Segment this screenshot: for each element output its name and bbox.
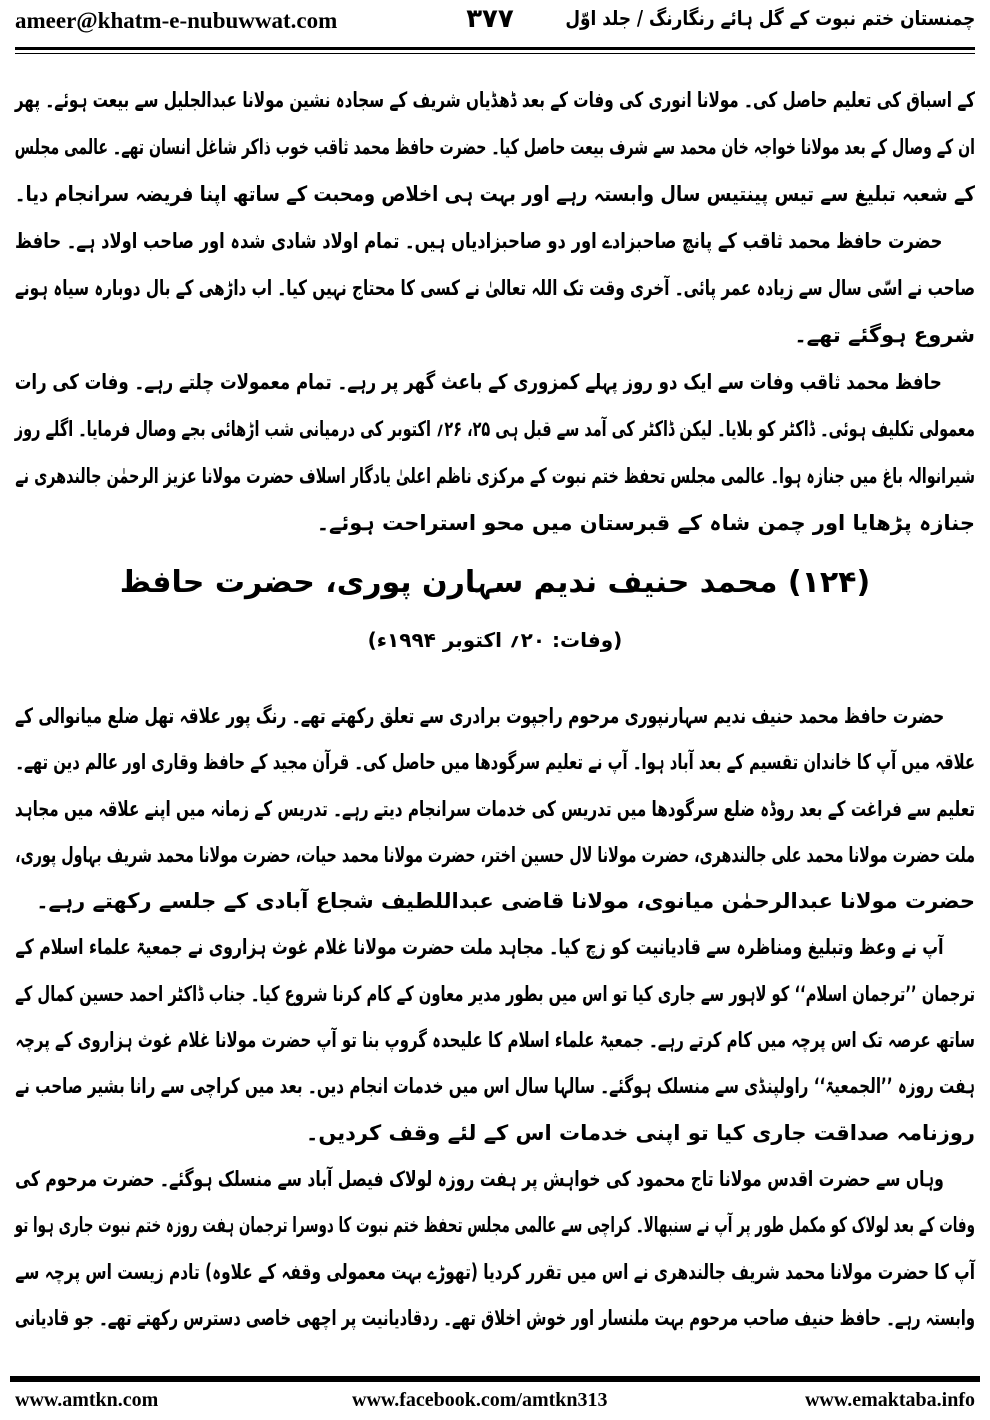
header-email: ameer@khatm-e-nubuwwat.com (15, 8, 338, 33)
article-body (15, 693, 975, 1341)
previous-entry-text (15, 77, 975, 547)
page-number: ۳۷۷ (466, 4, 514, 34)
text-line: ملت حضرت مولانا محمد علی جالندھری، حضرت مولانا لال حسین اختر، حضرت مولانا محمد حیات، حضرت مولانا محمد شریف بہاول پوری، (15, 842, 976, 867)
text-line: معمولی تکلیف ہوئی۔ ڈاکٹر کو بلایا۔ لیکن ڈاکٹر کی آمد سے قبل ہی ۲۵، ۲۶؍ اکتوبر کی درمیانی شب اڑھائی بجے وصال فرمایا۔ اگلے روز (14, 417, 975, 441)
text-line: آپ کا حضرت مولانا محمد شریف جالندھری نے اس میں تقرر کردیا (تھوڑے بہت معمولی وقفہ کے علاوہ) تادم زیست اس پرچہ سے (15, 1259, 975, 1284)
text-line: جنازہ پڑھایا اور چمن شاہ کے قبرستان میں محو استراحت ہوئے۔ (316, 511, 975, 535)
text-line: حضرت حافظ محمد حنیف ندیم سہارنپوری مرحوم راجپوت برادری سے تعلق رکھتے تھے۔ رنگ پور علاقہ تھل ضلع میانوالی کے (15, 704, 945, 728)
text-line: حافظ محمد ثاقب وفات سے ایک دو روز پہلے کمزوری کے باعث گھر پر رہے۔ تمام معمولات چلتے رہے۔ وفات کی رات (14, 370, 942, 394)
text-line: تعلیم سے فراغت کے بعد روڈہ ضلع سرگودھا میں تدریس کی خدمات سرانجام دیتے رہے۔ تدریس کے زمانہ میں اپنے علاقہ میں مجاہد (14, 796, 975, 821)
footer-link-website[interactable]: www.amtkn.com (15, 1389, 159, 1411)
text-line: ہفت روزہ ’’الجمعیۃ‘‘ راولپنڈی سے منسلک ہوگئے۔ سالہا سال اس میں خدمات انجام دیں۔ بعد میں کراچی سے رانا بشیر صاحب نے (15, 1074, 975, 1099)
text-line: وفات کے بعد لولاک کو مکمل طور پر آپ نے سنبھالا۔ کراچی سے عالمی مجلس تحفظ ختم نبوت کا دوسرا ترجمان ہفت روزہ ختم نبوت جاری ہوا تو (14, 1213, 975, 1238)
footer-rule (10, 1376, 980, 1382)
article-heading: (۱۲۴) محمد حنیف ندیم سہارن پوری، حضرت حافظ (119, 565, 871, 600)
book-title: چمنستان ختم نبوت کے گل ہائے رنگارنگ / جلد اوّل (565, 6, 975, 30)
text-line: حضرت مولانا عبدالرحمٰن میانوی، مولانا قاضی عبداللطیف شجاع آبادی کے جلسے رکھتے رہے۔ (36, 889, 975, 914)
text-line: علاقہ میں آپ کا خاندان تقسیم کے بعد آباد ہوا۔ آپ نے تعلیم سرگودھا میں حاصل کی۔ قرآن مجید کے حافظ وقاری اور عالم دین تھے۔ (15, 750, 975, 775)
text-line: آپ نے وعظ وتبلیغ ومناظرہ سے قادیانیت کو زچ کیا۔ مجاہد ملت حضرت مولانا غلام غوث ہزاروی نے جمعیۃ علماء اسلام کے (15, 935, 944, 960)
text-line: شروع ہوگئے تھے۔ (794, 323, 975, 347)
text-line: ان کے وصال کے بعد مولانا خواجہ خان محمد سے شرف بیعت حاصل کیا۔ حضرت حافظ محمد ثاقب خوب ذاکر شاغل انسان تھے۔ عالمی مجلس (14, 135, 975, 159)
header-rule-thick (15, 47, 975, 50)
header-rule-thin (15, 53, 975, 54)
footer-link-emaktaba[interactable]: www.emaktaba.info (804, 1389, 975, 1411)
text-line: حضرت حافظ محمد ثاقب کے پانچ صاحبزادے اور دو صاحبزادیاں ہیں۔ تمام اولاد شادی شدہ اور صاحب اولاد ہے۔ حافظ (15, 229, 943, 253)
text-line: روزنامہ صداقت جاری کیا تو اپنی خدمات اس کے لئے وقف کردیں۔ (306, 1120, 975, 1145)
text-line: کے اسباق کی تعلیم حاصل کی۔ مولانا انوری کی وفات کے بعد ڈھڈیاں شریف کے سجادہ نشین مولانا عبدالجلیل سے بیعت ہوئے۔ پھر (14, 88, 975, 112)
text-line: ساتھ عرصہ تک اس پرچہ میں کام کرتے رہے۔ جمعیۃ علماء اسلام کا علیحدہ گروپ بنا تو آپ حضرت مولانا غلام غوث ہزاروی کے پرچہ (15, 1028, 975, 1053)
text-line: ترجمان ’’ترجمان اسلام‘‘ کو لاہور سے جاری کیا تو اس میں بطور مدیر معاون کے کام کرنا شروع کیا۔ جناب ڈاکٹر احمد حسین کمال کے (15, 981, 975, 1006)
text-line: وابستہ رہے۔ حافظ حنیف صاحب مرحوم بہت ملنسار اور خوش اخلاق تھے۔ ردقادیانیت پر اچھی خاصی دسترس رکھتے تھے۔ جو قادیانی (14, 1305, 976, 1330)
text-line: صاحب نے اسّی سال سے زیادہ عمر پائی۔ آخری وقت تک اللہ تعالیٰ نے کسی کا محتاج نہیں کیا۔ اب داڑھی کے بال دوبارہ سیاہ ہونے (15, 276, 976, 300)
text-line: وہاں سے حضرت اقدس مولانا تاج محمود کی خواہش پر ہفت روزہ لولاک فیصل آباد سے منسلک ہوگئے۔ حضرت مرحوم کی (15, 1166, 944, 1191)
book-title-area (565, 6, 975, 42)
text-line: شیرانوالہ باغ میں جنازہ ہوا۔ عالمی مجلس تحفظ ختم نبوت کے مرکزی ناظم اعلیٰ یادگار اسلاف حضرت مولانا عزیز الرحمٰن جالندھری نے (15, 464, 975, 488)
text-line: کے شعبہ تبلیغ سے تیس پینتیس سال وابستہ رہے اور بہت ہی اخلاص ومحبت کے ساتھ اپنا فریضہ سرانجام دیا۔ (14, 182, 976, 206)
death-date: (وفات: ۲۰؍ اکتوبر ۱۹۹۴ء) (367, 628, 623, 652)
footer-link-facebook[interactable]: www.facebook.com/amtkn313 (352, 1389, 608, 1411)
